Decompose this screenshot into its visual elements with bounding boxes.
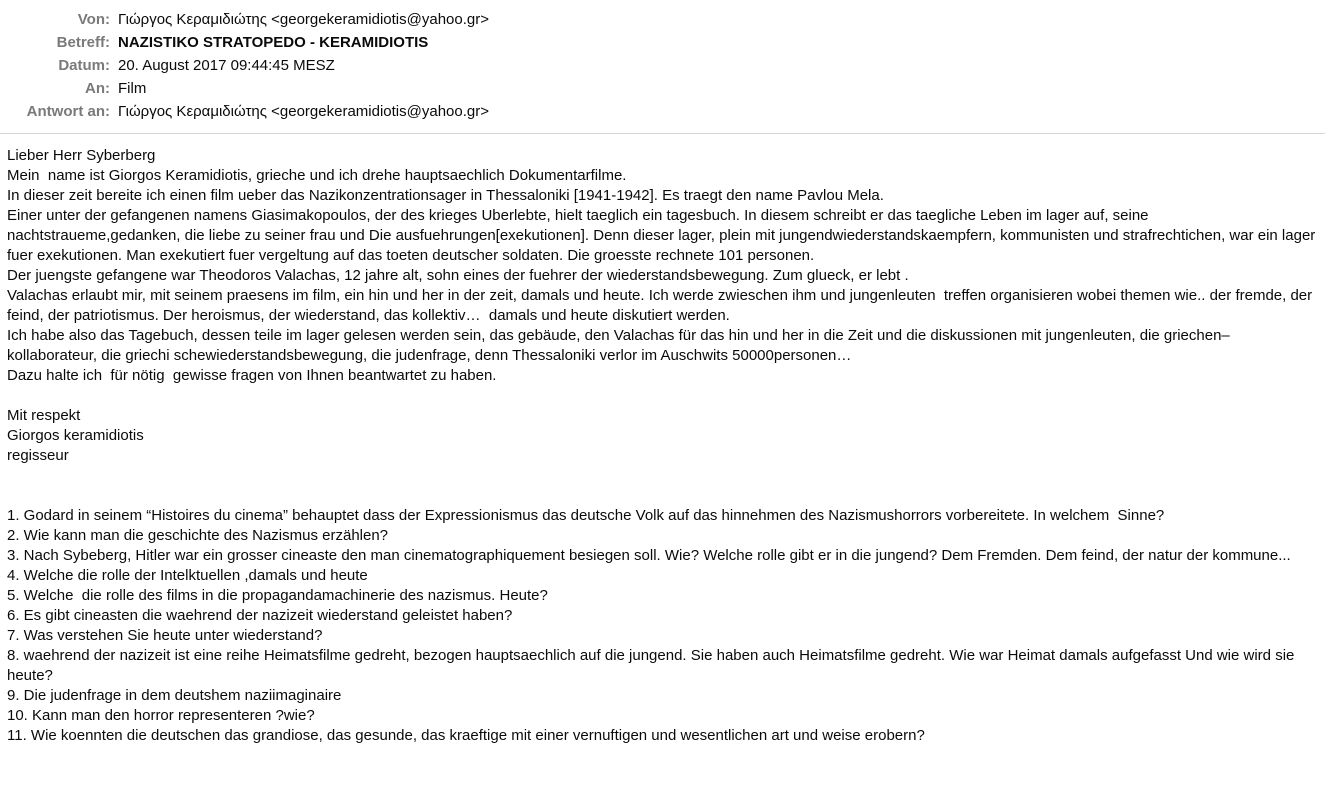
question-item-2: 2. Wie kann man die geschichte des Nazismus erzählen? [7, 527, 389, 544]
header-value-subject: NAZISTIKO STRATOPEDO - KERAMIDIOTIS [118, 34, 429, 51]
body-line: In dieser zeit bereite ich einen film ueber das Nazikonzentrationsager in Thessaloniki [1941-1942]. Es traegt den name Pavlou Mela. [7, 187, 884, 204]
body-line: Valachas erlaubt mir, mit seinem praesens im film, ein hin und her in der zeit, damals und heute. Ich werde zwieschen ihm und jungenleuten treffen organisieren wobei themen wie.. der fremde, der feind, der patriotismus. Der heroismus, der wiederstand, das kollektiv… damals und heute diskutiert werden. [7, 287, 1317, 324]
header-row-betreff [0, 31, 1325, 54]
body-line: Einer unter der gefangenen namens Giasimakopoulos, der des krieges Uberlebte, hielt taeglich ein tagesbuch. In diesem schreibt er das taegliche Leben im lager auf, seine nachtstraueme,gedanken, die liebe zu seiner frau und Die ausfuehrungen[exekutionen]. Denn dieser lager, plein mit jungendwiederstandskaempfern, kommunisten und strafrechtichen, war ein lager fuer exekutionen. Man exekutiert fuer vergeltung auf das toeten deutscher soldaten. Die groesste rechnete 101 personen. [7, 207, 1320, 264]
blank-line [7, 486, 1318, 506]
question-item-8: 8. waehrend der nazizeit ist eine reihe Heimatsfilme gedreht, bezogen hauptsaechlich auf die jungend. Sie haben auch Heimatsfilme gedreht. Wie war Heimat damals aufgefasst Und wie wird sie heute? [7, 647, 1299, 684]
header-row-datum [0, 54, 1325, 77]
header-label-antwort-an: Antwort an: [26, 103, 110, 120]
body-line: Dazu halte ich für nötig gewisse fragen von Ihnen beantwartet zu haben. [7, 367, 497, 384]
header-value-sender: Γιώργος Κεραμιδιώτης <georgekeramidiotis@yahoo.gr> [118, 11, 490, 28]
question-item-4: 4. Welche die rolle der Intelktuellen ,damals und heute [7, 567, 368, 584]
body-line: Der juengste gefangene war Theodoros Valachas, 12 jahre alt, sohn eines der fuehrer der wiederstandsbewegung. Zum glueck, er lebt . [7, 267, 909, 284]
header-label-an: An: [85, 80, 110, 97]
question-item-9: 9. Die judenfrage in dem deutshem naziimaginaire [7, 687, 342, 704]
body-line-greeting: Lieber Herr Syberberg [7, 147, 156, 164]
question-item-7: 7. Was verstehen Sie heute unter wiederstand? [7, 627, 323, 644]
header-label-datum: Datum: [58, 57, 110, 74]
question-item-5: 5. Welche die rolle des films in die propagandamachinerie des nazismus. Heute? [7, 587, 548, 604]
email-body [0, 146, 1325, 746]
email-header [0, 0, 1325, 123]
header-row-an [0, 77, 1325, 100]
question-item-11: 11. Wie koennten die deutschen das grandiose, das gesunde, das kraeftige mit einer vernuftigen und wesentlichen art und weise erobern? [7, 727, 925, 744]
blank-line [7, 466, 1318, 486]
header-label-betreff: Betreff: [56, 34, 110, 51]
blank-line [7, 386, 1318, 406]
header-row-antwort-an [0, 100, 1325, 123]
body-line: Ich habe also das Tagebuch, dessen teile im lager gelesen werden sein, das gebäude, den Valachas für das hin und her in die Zeit und die diskussionen mit jungenleuten, die griechen–kollaborateur, die griechi schewiederstandsbewegung, die judenfrage, denn Thessaloniki verlor im Auschwits 50000personen… [7, 327, 1230, 364]
header-label-von: Von: [77, 11, 110, 28]
signature-line-role: regisseur [7, 447, 69, 464]
signature-line-name: Giorgos keramidiotis [7, 427, 144, 444]
question-item-6: 6. Es gibt cineasten die waehrend der nazizeit wiederstand geleistet haben? [7, 607, 513, 624]
header-value-recipient: Film [118, 80, 147, 97]
header-row-von [0, 8, 1325, 31]
body-line: Mein name ist Giorgos Keramidiotis, grieche und ich drehe hauptsaechlich Dokumentarfilme. [7, 167, 627, 184]
question-item-1: 1. Godard in seinem “Histoires du cinema” behauptet dass der Expressionismus das deutsche Volk auf das hinnehmen des Nazismushorrors vorbereitete. In welchem Sinne? [7, 507, 1165, 524]
question-item-3: 3. Nach Sybeberg, Hitler war ein grosser cineaste den man cinematographiquement besiegen soll. Wie? Welche rolle gibt er in die jungend? Dem Fremden. Dem feind, der natur der kommune... [7, 547, 1291, 564]
question-item-10: 10. Kann man den horror representeren ?wie? [7, 707, 315, 724]
header-value-date: 20. August 2017 09:44:45 MESZ [118, 57, 335, 74]
signature-line-respect: Mit respekt [7, 407, 81, 424]
header-value-reply-to: Γιώργος Κεραμιδιώτης <georgekeramidiotis@yahoo.gr> [118, 103, 490, 120]
header-body-divider [0, 133, 1325, 134]
